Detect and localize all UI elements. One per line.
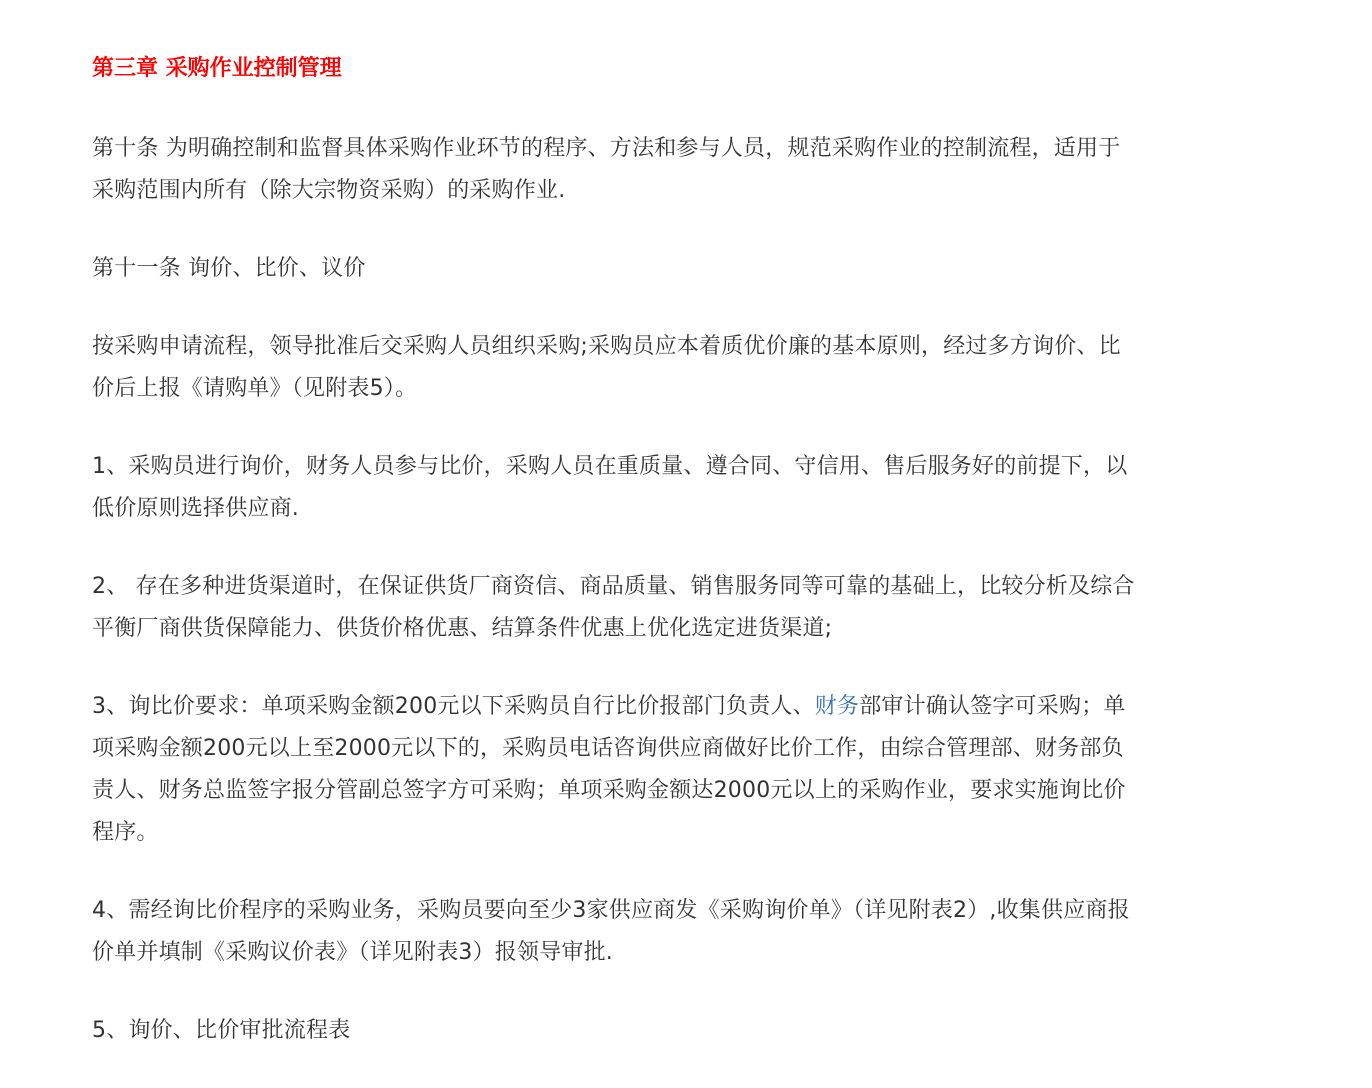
item-4-paragraph: 4、需经询比价程序的采购业务，采购员要向至少3家供应商发《采购询价单》（详见附表2）,收集供应商报价单并填制《采购议价表》（详见附表3）报领导审批. xyxy=(92,898,1130,965)
item-3-text-after: 部审计确认签字可采购；单项采购金额200元以上至2000元以下的，采购员电话咨询供应商做好比价工作，由综合管理部、财务部负责人、财务总监签字报分管副总签字方可采购；单项采购金额达2000元以上的采购作业，要求实施询比价程序。 xyxy=(92,694,1126,845)
item-3-paragraph xyxy=(92,686,1137,854)
article-10-paragraph: 第十条 为明确控制和监督具体采购作业环节的程序、方法和参与人员，规范采购作业的控制流程，适用于采购范围内所有（除大宗物资采购）的采购作业. xyxy=(92,136,1121,203)
item-2-paragraph: 2、 存在多种进货渠道时，在保证供货厂商资信、商品质量、销售服务同等可靠的基础上，比较分析及综合平衡厂商供货保障能力、供货价格优惠、结算条件优惠上优化选定进货渠道; xyxy=(92,574,1135,641)
finance-link[interactable]: 财务 xyxy=(814,694,860,719)
article-11-heading: 第十一条 询价、比价、议价 xyxy=(92,256,366,281)
item-3-text-before: 3、询比价要求：单项采购金额200元以下采购员自行比价报部门负责人、 xyxy=(92,694,815,719)
chapter-title: 第三章 采购作业控制管理 xyxy=(92,56,342,81)
article-body xyxy=(92,48,1137,1088)
procurement-process-paragraph: 按采购申请流程，领导批准后交采购人员组织采购;采购员应本着质优价廉的基本原则，经过多方询价、比价后上报《请购单》（见附表5）。 xyxy=(92,334,1121,401)
item-1-paragraph: 1、采购员进行询价，财务人员参与比价，采购人员在重质量、遵合同、守信用、售后服务好的前提下，以低价原则选择供应商. xyxy=(92,454,1128,521)
item-5-paragraph: 5、询价、比价审批流程表 xyxy=(92,1018,351,1043)
